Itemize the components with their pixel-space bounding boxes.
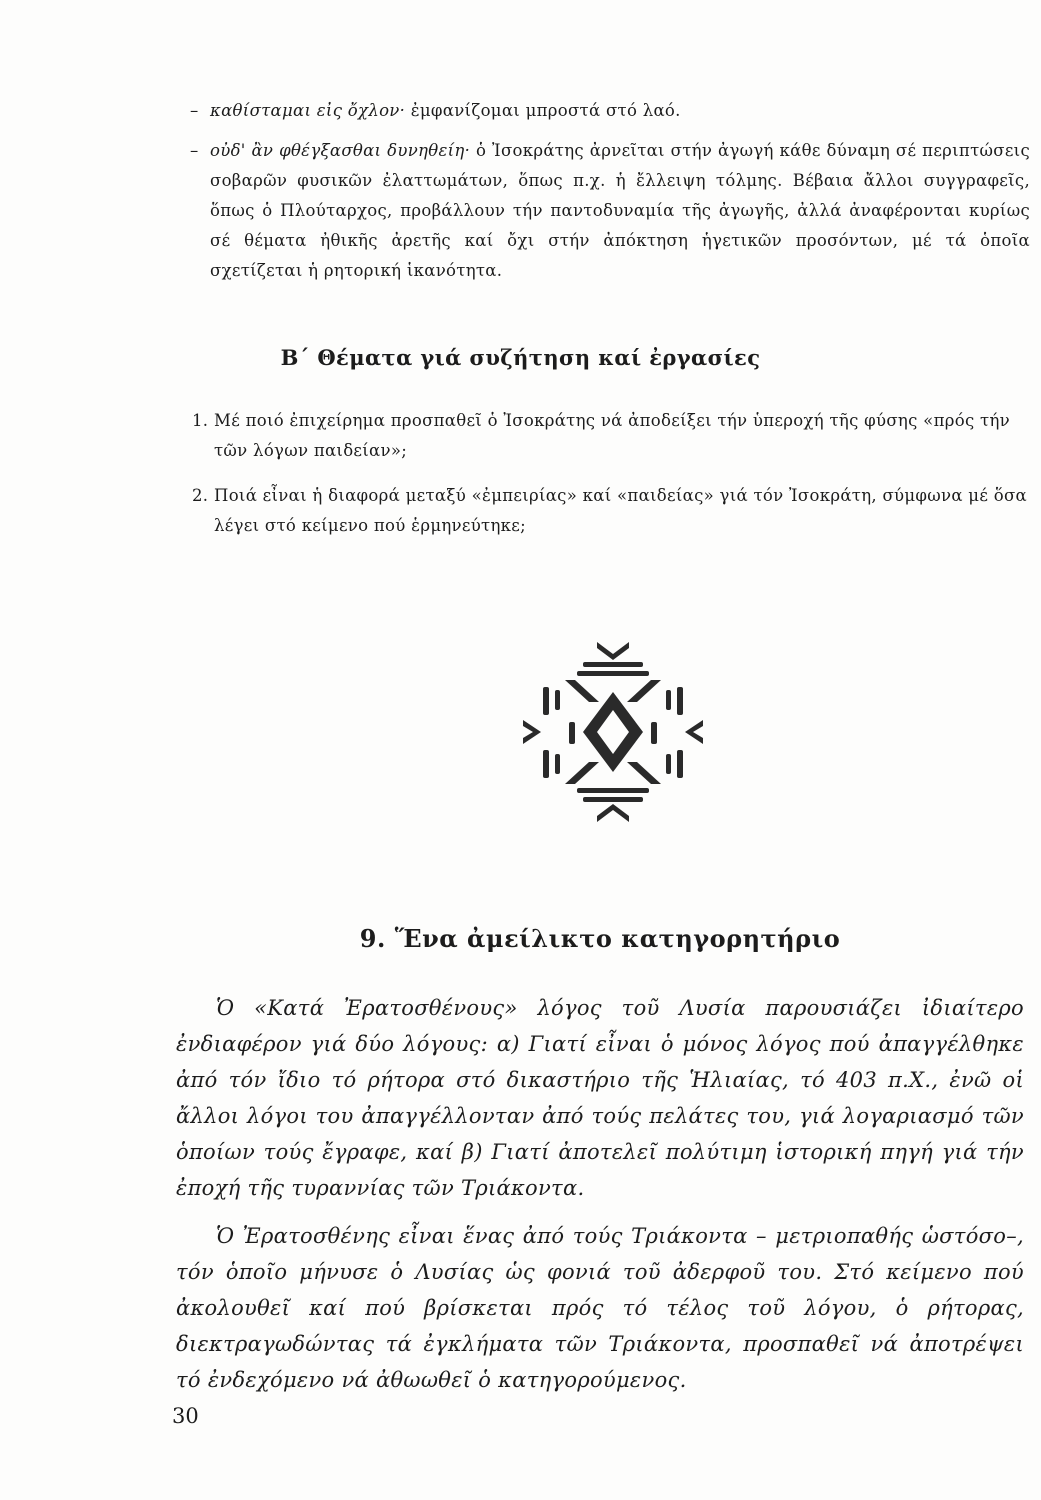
question-item: [192, 481, 1030, 541]
glossary-entry: [190, 96, 1030, 126]
glossary-dash: –: [190, 101, 199, 120]
glossary-definition: ὁ Ἰσοκράτης ἀρνεῖται στήν ἀγωγή κάθε δύναμη σέ περιπτώσεις σοβαρῶν φυσικῶν ἐλαττωμάτων, ὅπως π.χ. ἡ ἔλλειψη τόλμης. Βέβαια ἄλλοι συγγραφεῖς, ὅπως ὁ Πλούταρχος, προβάλλουν τήν παντοδυναμία τῆς ἀγωγῆς, ἀλλά ἀναφέρονται κυρίως σέ θέματα ἠθικῆς ἀρετῆς καί ὄχι στήν ἀπόκτηση ἡγετικῶν προσόντων, μέ τά ὁποῖα σχετίζεται ἡ ρητορική ἱκανότητα.: [210, 141, 1030, 280]
intro-paragraph: Ὁ «Κατά Ἐρατοσθένους» λόγος τοῦ Λυσία παρουσιάζει ἰδιαίτερο ἐνδιαφέρον γιά δύο λόγους: α) Γιατί εἶναι ὁ μόνος λόγος πού ἀπαγγέλθηκε ἀπό τόν ἴδιο τό ρήτορα στό δικαστήριο τῆς Ἡλιαίας, τό 403 π.Χ., ἐνῶ οἱ ἄλλοι λόγοι του ἀπαγγέλλονταν ἀπό τούς πελάτες του, γιά λογαριασμό τῶν ὁποίων τούς ἔγραφε, καί β) Γιατί ἀποτελεῖ πολύτιμη ἱστορική πηγή γιά τήν ἐποχή τῆς τυραννίας τῶν Τριάκοντα.: [176, 996, 1024, 1200]
question-number: 2.: [192, 486, 209, 505]
glossary-dash: –: [190, 141, 199, 160]
glossary-entry: [190, 136, 1030, 286]
question-item: [192, 406, 1030, 466]
greek-ornament-icon: [513, 632, 713, 832]
glossary-term: οὐδ' ἂν φθέγξασθαι δυνηθείη·: [210, 141, 471, 160]
chapter-title: 9. Ἕνα ἀμείλικτο κατηγορητήριο: [359, 924, 841, 953]
page-number: 30: [172, 1404, 199, 1428]
glossary-definition: ἐμφανίζομαι μπροστά στό λαό.: [410, 101, 681, 120]
question-text: Ποιά εἶναι ἡ διαφορά μεταξύ «ἐμπειρίας» καί «παιδείας» γιά τόν Ἰσοκράτη, σύμφωνα μέ ὅσα λέγει στό κείμενο πού ἑρμηνεύτηκε;: [214, 486, 1027, 535]
chapter-intro: [176, 990, 1024, 1398]
section-heading: Β΄ Θέματα γιά συζήτηση καί ἐργασίες: [280, 345, 761, 370]
question-text: Μέ ποιό ἐπιχείρημα προσπαθεῖ ὁ Ἰσοκράτης νά ἀποδείξει τήν ὑπεροχή τῆς φύσης «πρός τήν τῶν λόγων παιδείαν»;: [214, 411, 1010, 460]
intro-paragraph: Ὁ Ἐρατοσθένης εἶναι ἕνας ἀπό τούς Τριάκοντα – μετριοπαθής ὡστόσο–, τόν ὁποῖο μήνυσε ὁ Λυσίας ὡς φονιά τοῦ ἀδερφοῦ του. Στό κείμενο πού ἀκολουθεῖ καί πού βρίσκεται πρός τό τέλος τοῦ λόγου, ὁ ρήτορας, διεκτραγωδώντας τά ἐγκλήματα τῶν Τριάκοντα, προσπαθεῖ νά ἀποτρέψει τό ἐνδεχόμενο νά ἀθωωθεῖ ὁ κατηγορούμενος.: [176, 1224, 1024, 1392]
question-number: 1.: [192, 411, 209, 430]
glossary-term: καθίσταμαι εἰς ὄχλον·: [210, 101, 406, 120]
